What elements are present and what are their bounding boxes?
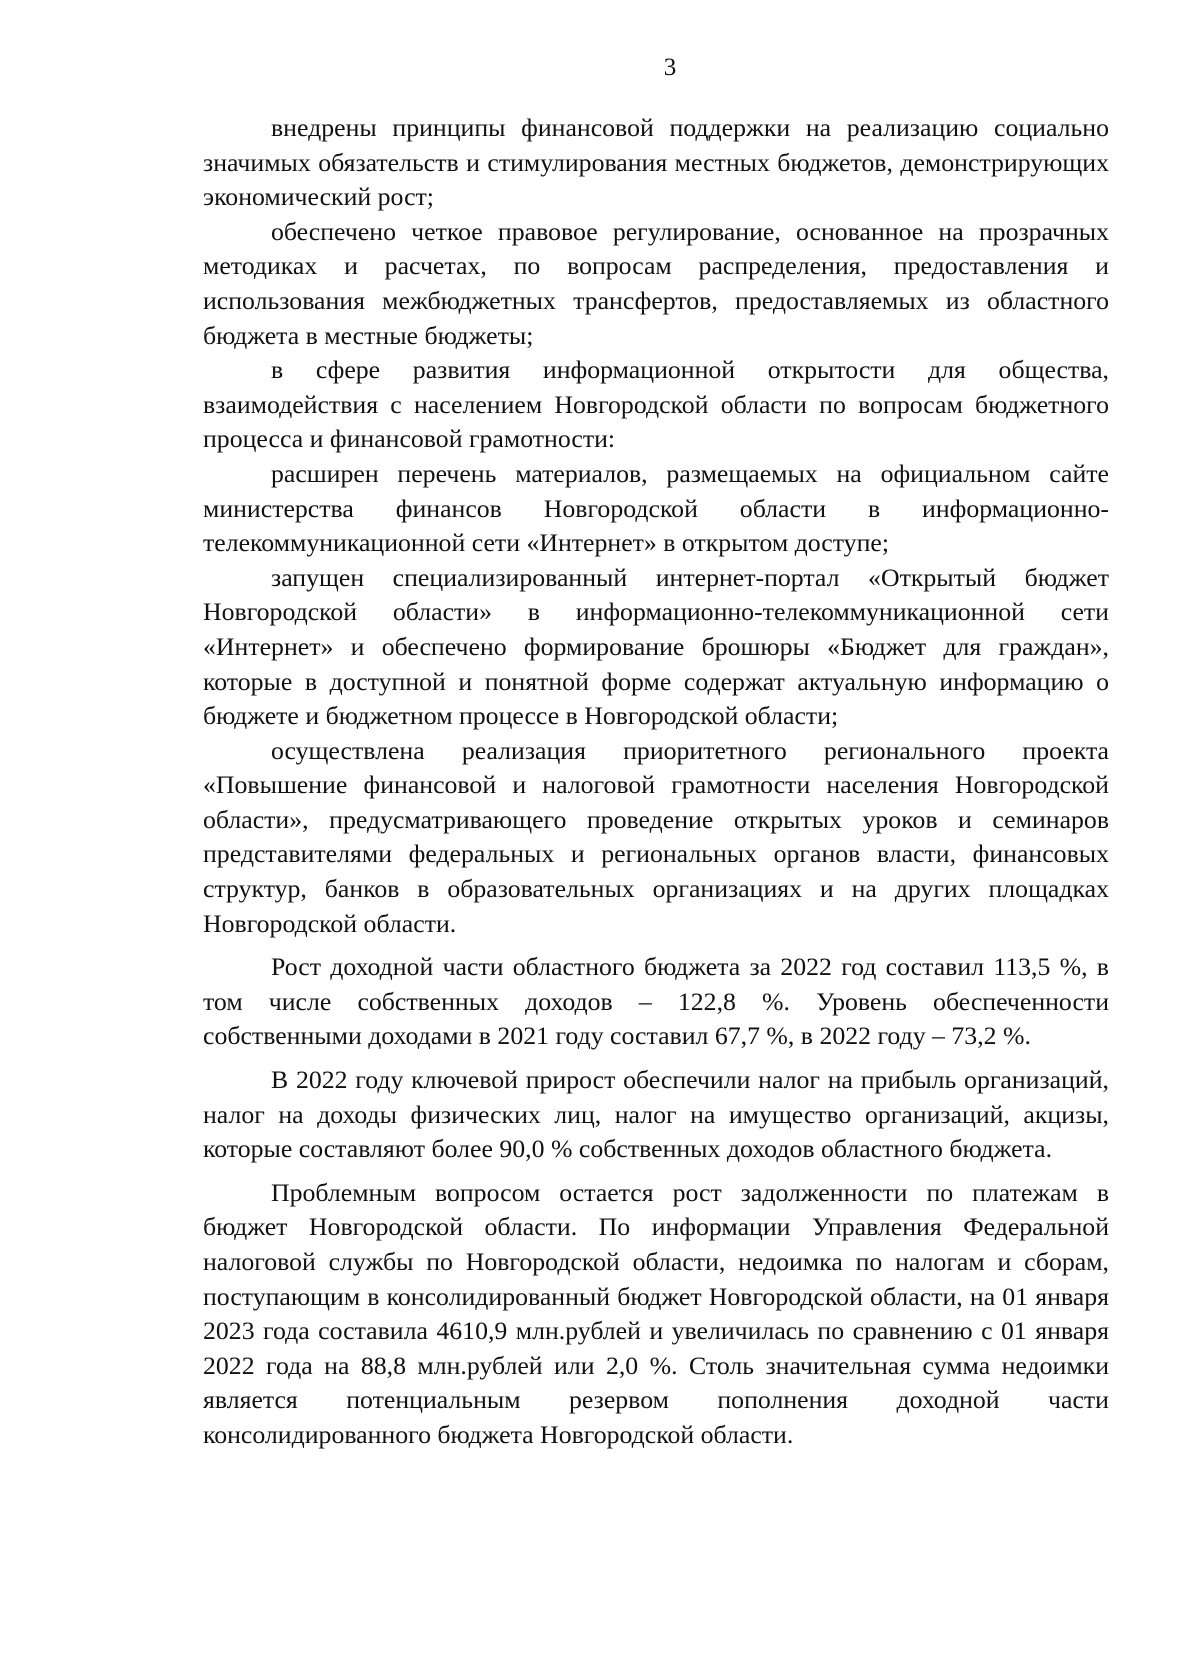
- paragraph-tax-arrears: Проблемным вопросом остается рост задолженности по платежам в бюджет Новгородской области. По информации Управления Федеральной налоговой службы по Новгородской области, недоимка по налогам и сборам, поступающим в консолидированный бюджет Новгородской области, на 01 января 2023 года составила 4610,9 млн.рублей и увеличилась по сравнению с 01 января 2022 года на 88,8 млн.рублей или 2,0 %. Столь значительная сумма недоимки является потенциальным резервом пополнения доходной части консолидированного бюджета Новгородской области.: [203, 1177, 1109, 1449]
- paragraph-open-budget-portal: запущен специализированный интернет-портал «Открытый бюджет Новгородской области» в информационно-телекоммуникационной сети «Интернет» и обеспечено формирование брошюры «Бюджет для граждан», которые в доступной и понятной форме содержат актуальную информацию о бюджете и бюджетном процессе в Новгородской области;: [203, 562, 1109, 731]
- paragraph-revenue-growth: Рост доходной части областного бюджета за 2022 год составил 113,5 %, в том числе собственных доходов – 122,8 %. Уровень обеспеченности собственными доходами в 2021 году составил 67,7 %, в 2022 году – 73,2 %.: [203, 952, 1109, 1051]
- page-number: 3: [663, 54, 677, 81]
- paragraph-legal-regulation: обеспечено четкое правовое регулирование, основанное на прозрачных методиках и расчетах, по вопросам распределения, предоставления и использования межбюджетных трансфертов, предоставляемых из областного бюджета в местные бюджеты;: [203, 216, 1109, 350]
- paragraph-information-openness: в сфере развития информационной открытости для общества, взаимодействия с населением Новгородской области по вопросам бюджетного процесса и финансовой грамотности:: [203, 355, 1109, 454]
- paragraph-key-growth: В 2022 году ключевой прирост обеспечили налог на прибыль организаций, налог на доходы физических лиц, налог на имущество организаций, акцизы, которые составляют более 90,0 % собственных доходов областного бюджета.: [203, 1065, 1109, 1164]
- paragraph-financial-support: внедрены принципы финансовой поддержки на реализацию социально значимых обязательств и стимулирования местных бюджетов, демонстрирующих экономический рост;: [203, 113, 1109, 212]
- paragraph-website-materials: расширен перечень материалов, размещаемых на официальном сайте министерства финансов Новгородской области в информационно-телекоммуникационной сети «Интернет» в открытом доступе;: [203, 458, 1109, 558]
- document-body: [203, 111, 1109, 1453]
- paragraph-financial-literacy-project: осуществлена реализация приоритетного регионального проекта «Повышение финансовой и налоговой грамотности населения Новгородской области», предусматривающего проведение открытых уроков и семинаров представителями федеральных и региональных органов власти, финансовых структур, банков в образовательных организациях и на других площадках Новгородской области.: [203, 735, 1109, 938]
